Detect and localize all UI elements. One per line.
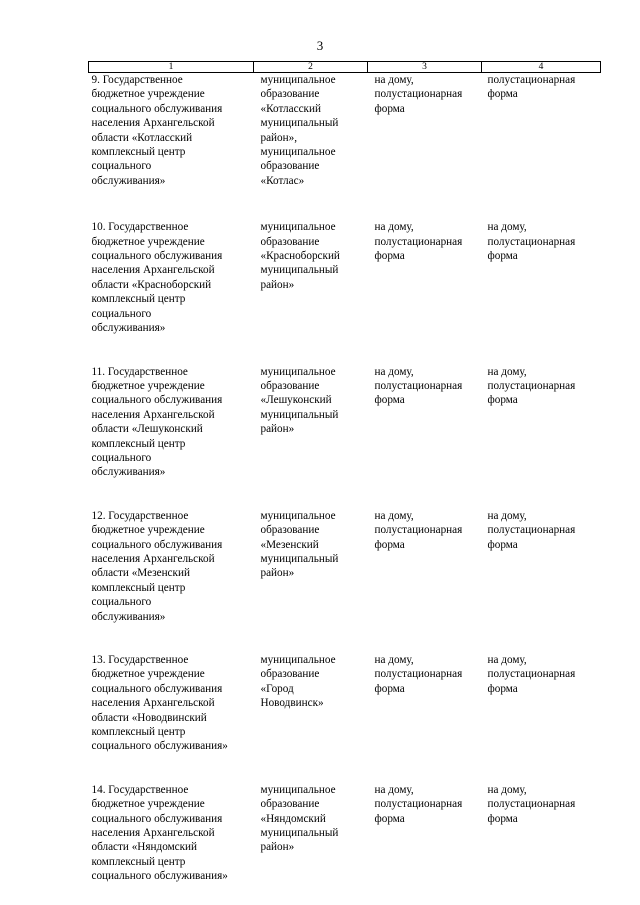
cell-line: бюджетное учреждение	[91, 524, 205, 537]
cell-line: социального	[91, 451, 152, 464]
page-number: 3	[316, 38, 324, 53]
cell-line: бюджетное учреждение	[91, 88, 205, 101]
cell-line: форма	[487, 682, 518, 695]
table-header-row	[89, 62, 601, 73]
cell-line: полустационарная	[374, 798, 463, 811]
cell-line: области «Красноборский	[91, 278, 212, 291]
cell-line: социального обслуживания	[91, 394, 223, 407]
cell-line: форма	[487, 538, 518, 551]
cell-line: муниципальное	[260, 783, 336, 796]
cell-line: комплексный центр	[91, 293, 186, 306]
cell-line: на дому,	[374, 783, 414, 796]
cell-line: на дому,	[374, 74, 414, 86]
row-spacer	[89, 754, 601, 783]
cell-line: комплексный центр	[91, 855, 186, 868]
service-form-alt-cell	[482, 783, 601, 884]
cell-line: на дому,	[374, 365, 414, 378]
municipality-cell	[254, 220, 368, 335]
cell-line: области «Котласский	[91, 131, 193, 144]
cell-line: социального обслуживания	[91, 250, 223, 263]
cell-line: обслуживания»	[91, 610, 166, 623]
cell-line: муниципальный	[260, 117, 339, 130]
cell-line: области «Новодвинский	[91, 711, 207, 724]
cell-line: форма	[374, 102, 405, 115]
cell-line: населения Архангельской	[91, 408, 215, 421]
cell-line: район»	[260, 841, 295, 854]
cell-line: «Красноборский	[260, 250, 340, 263]
cell-line: форма	[487, 88, 518, 101]
cell-line: полустационарная	[487, 235, 576, 248]
cell-line: социального обслуживания	[91, 812, 223, 825]
cell-line: полустационарная	[487, 798, 576, 811]
cell-line: социального	[91, 596, 152, 609]
row-spacer-cell	[89, 624, 601, 653]
cell-line: образование	[260, 88, 320, 101]
cell-line: район»,	[260, 131, 298, 144]
cell-line: полустационарная	[374, 88, 463, 101]
cell-line: «Котласский	[260, 102, 321, 115]
cell-line: бюджетное учреждение	[91, 668, 205, 681]
cell-line: муниципальное	[260, 74, 336, 86]
cell-line: образование	[260, 235, 320, 248]
cell-line: форма	[374, 394, 405, 407]
service-form-alt-cell	[482, 220, 601, 335]
municipality-cell	[254, 73, 368, 189]
cell-line: Новодвинск»	[260, 697, 324, 710]
cell-line: социального	[91, 160, 152, 173]
cell-line: форма	[487, 394, 518, 407]
cell-line: образование	[260, 524, 320, 537]
service-form-cell	[368, 220, 482, 335]
cell-line: на дому,	[374, 509, 414, 522]
service-form-cell	[368, 509, 482, 624]
cell-line: форма	[374, 250, 405, 263]
cell-line: бюджетное учреждение	[91, 379, 205, 392]
cell-line: обслуживания»	[91, 466, 166, 479]
table-row	[89, 73, 601, 189]
cell-line: «Город	[260, 682, 294, 695]
column-header-3: 3	[368, 62, 482, 73]
cell-line: 14. Государственное	[91, 783, 189, 796]
table-row	[89, 783, 601, 884]
cell-line: населения Архангельской	[91, 117, 215, 130]
cell-line: муниципальный	[260, 827, 339, 840]
cell-line: «Мезенский	[260, 538, 319, 551]
cell-line: комплексный центр	[91, 146, 186, 159]
table-row	[89, 653, 601, 754]
cell-line: на дому,	[374, 654, 414, 666]
cell-line: образование	[260, 668, 320, 681]
cell-line: бюджетное учреждение	[91, 235, 205, 248]
column-header-4: 4	[482, 62, 601, 73]
cell-line: на дому,	[487, 654, 527, 666]
cell-line: форма	[487, 812, 518, 825]
row-spacer-cell	[89, 188, 601, 220]
cell-line: населения Архангельской	[91, 264, 215, 277]
cell-line: социального обслуживания»	[91, 740, 228, 753]
cell-line: муниципальное	[260, 654, 336, 666]
cell-line: муниципальное	[260, 509, 336, 522]
cell-line: образование	[260, 798, 320, 811]
row-spacer-cell	[89, 336, 601, 365]
institutions-table	[88, 61, 601, 884]
cell-line: полустационарная	[487, 668, 576, 681]
institution-cell	[89, 509, 254, 624]
cell-line: полустационарная	[487, 524, 576, 537]
cell-line: район»	[260, 278, 295, 291]
row-spacer	[89, 624, 601, 653]
cell-line: социального	[91, 307, 152, 320]
municipality-cell	[254, 653, 368, 754]
cell-line: образование	[260, 160, 320, 173]
cell-line: области «Лешуконский	[91, 423, 203, 436]
municipality-cell	[254, 365, 368, 480]
cell-line: «Няндомский	[260, 812, 326, 825]
cell-line: на дому,	[487, 221, 527, 234]
cell-line: населения Архангельской	[91, 827, 215, 840]
cell-line: 12. Государственное	[91, 509, 189, 522]
institution-cell	[89, 783, 254, 884]
cell-line: 9. Государственное	[91, 74, 183, 86]
cell-line: полустационарная	[487, 74, 576, 86]
service-form-cell	[368, 73, 482, 189]
institution-cell	[89, 365, 254, 480]
cell-line: муниципальный	[260, 264, 339, 277]
cell-line: муниципальное	[260, 146, 336, 159]
table-row	[89, 509, 601, 624]
cell-line: населения Архангельской	[91, 697, 215, 710]
table-row	[89, 220, 601, 335]
service-form-cell	[368, 365, 482, 480]
column-header-1: 1	[89, 62, 254, 73]
cell-line: форма	[374, 682, 405, 695]
service-form-cell	[368, 653, 482, 754]
cell-line: «Лешуконский	[260, 394, 332, 407]
cell-line: социального обслуживания	[91, 682, 223, 695]
cell-line: 11. Государственное	[91, 365, 188, 378]
cell-line: полустационарная	[374, 235, 463, 248]
cell-line: муниципальный	[260, 552, 339, 565]
cell-line: области «Мезенский	[91, 567, 190, 580]
service-form-cell	[368, 783, 482, 884]
cell-line: комплексный центр	[91, 437, 186, 450]
cell-line: полустационарная	[374, 524, 463, 537]
cell-line: комплексный центр	[91, 581, 186, 594]
service-form-alt-cell	[482, 365, 601, 480]
cell-line: обслуживания»	[91, 174, 166, 187]
service-form-alt-cell	[482, 653, 601, 754]
cell-line: район»	[260, 423, 295, 436]
cell-line: бюджетное учреждение	[91, 798, 205, 811]
cell-line: социального обслуживания»	[91, 870, 228, 883]
cell-line: полустационарная	[487, 379, 576, 392]
cell-line: полустационарная	[374, 379, 463, 392]
cell-line: муниципальный	[260, 408, 339, 421]
row-spacer	[89, 336, 601, 365]
institution-cell	[89, 73, 254, 189]
municipality-cell	[254, 509, 368, 624]
cell-line: 10. Государственное	[91, 221, 189, 234]
cell-line: социального обслуживания	[91, 538, 223, 551]
cell-line: «Котлас»	[260, 174, 305, 187]
cell-line: форма	[374, 812, 405, 825]
cell-line: населения Архангельской	[91, 552, 215, 565]
cell-line: на дому,	[487, 509, 527, 522]
cell-line: форма	[487, 250, 518, 263]
institution-cell	[89, 653, 254, 754]
service-form-alt-cell	[482, 509, 601, 624]
cell-line: социального обслуживания	[91, 102, 223, 115]
service-form-alt-cell	[482, 73, 601, 189]
column-header-2: 2	[254, 62, 368, 73]
municipality-cell	[254, 783, 368, 884]
cell-line: комплексный центр	[91, 726, 186, 739]
cell-line: район»	[260, 567, 295, 580]
cell-line: области «Няндомский	[91, 841, 198, 854]
table-body	[89, 73, 601, 884]
row-spacer	[89, 188, 601, 220]
cell-line: на дому,	[374, 221, 414, 234]
row-spacer-cell	[89, 754, 601, 783]
cell-line: муниципальное	[260, 221, 336, 234]
cell-line: 13. Государственное	[91, 654, 189, 666]
cell-line: полустационарная	[374, 668, 463, 681]
cell-line: обслуживания»	[91, 322, 166, 335]
cell-line: образование	[260, 379, 320, 392]
cell-line: на дому,	[487, 783, 527, 796]
row-spacer-cell	[89, 480, 601, 509]
institution-cell	[89, 220, 254, 335]
table-row	[89, 365, 601, 480]
row-spacer	[89, 480, 601, 509]
cell-line: муниципальное	[260, 365, 336, 378]
cell-line: на дому,	[487, 365, 527, 378]
cell-line: форма	[374, 538, 405, 551]
